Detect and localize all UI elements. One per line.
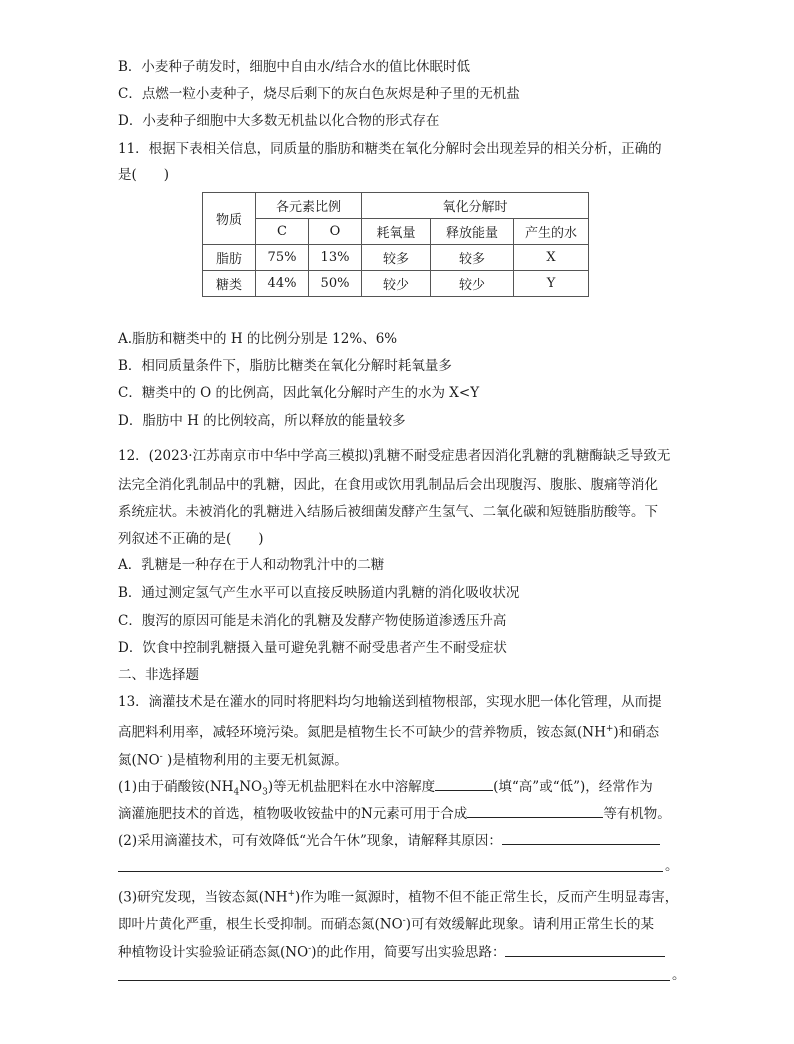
cell-water: X	[514, 245, 589, 271]
th-c: C	[256, 219, 309, 245]
cell-energy: 较少	[431, 271, 514, 297]
section-title: 二、非选择题	[118, 667, 199, 683]
th-substance: 物质	[203, 193, 256, 245]
q13-stem-line1: 13．滴灌技术是在灌水的同时将肥料均匀地输送到植物根部，实现水肥一体化管理，从而提	[118, 694, 662, 710]
q12-stem-line1: 12．(2023·江苏南京市中华中学高三模拟)乳糖不耐受症患者因消化乳糖的乳糖酶缺乏导致无	[118, 448, 671, 464]
q11-option-c: C．糖类中的 O 的比例高，因此氧化分解时产生的水为 X<Y	[118, 385, 480, 401]
q11-option-a: A.脂肪和糖类中的 H 的比例分别是 12%、6%	[118, 331, 398, 347]
cell-name: 脂肪	[203, 245, 256, 271]
th-water: 产生的水	[514, 219, 589, 245]
answer-line[interactable]	[118, 871, 663, 872]
q12-stem-line4: 列叙述不正确的是( )	[118, 531, 264, 547]
table-row	[203, 271, 589, 297]
q13-stem-line2: 高肥料利用率，减轻环境污染。氮肥是植物生长不可缺少的营养物质，铵态氮(NH+)和硝态	[118, 724, 660, 741]
cell-water: Y	[514, 271, 589, 297]
q13-part3-line2: 即叶片黄化严重，根生长受抑制。而硝态氮(NO-)可有效缓解此现象。请利用正常生长的某	[118, 916, 654, 933]
q12-option-a: A．乳糖是一种存在于人和动物乳汁中的二糖	[118, 557, 385, 573]
answer-blank[interactable]	[505, 942, 665, 957]
cell-c: 44%	[256, 271, 309, 297]
cell-o: 50%	[309, 271, 362, 297]
cell-oxygen: 较少	[362, 271, 431, 297]
q11-option-b: B．相同质量条件下，脂肪比糖类在氧化分解时耗氧量多	[118, 358, 452, 374]
table-row	[203, 245, 589, 271]
q10-option-b: B．小麦种子萌发时，细胞中自由水/结合水的值比休眠时低	[118, 59, 470, 75]
q12-option-c: C．腹泻的原因可能是未消化的乳糖及发酵产物使肠道渗透压升高	[118, 613, 507, 629]
cell-o: 13%	[309, 245, 362, 271]
cell-oxygen: 较多	[362, 245, 431, 271]
th-energy: 释放能量	[431, 219, 514, 245]
q13-part3-line3: 种植物设计实验验证硝态氮(NO-)的此作用，简要写出实验思路：	[118, 940, 665, 962]
q13-part2-end: 。	[665, 858, 679, 874]
q13-part2-line1: (2)采用滴灌技术，可有效降低“光合午休”现象，请解释其原因：	[118, 830, 660, 850]
q13-stem-line3: 氮(NO- )是植物利用的主要无机氮源。	[118, 752, 348, 769]
q11-table	[202, 192, 589, 297]
q13-part1-line1: (1)由于硝酸铵$(NH_4NO_3)$等无机盐肥料在水中溶解度 (填“高”或“低”)，经常作为	[118, 776, 653, 802]
q10-option-d: D．小麦种子细胞中大多数无机盐以化合物的形式存在	[118, 113, 440, 129]
q12-stem-line2: 法完全消化乳制品中的乳糖，因此，在食用或饮用乳制品后会出现腹泻、腹胀、腹痛等消化	[118, 477, 658, 493]
q12-option-d: D．饮食中控制乳糖摄入量可避免乳糖不耐受患者产生不耐受症状	[118, 640, 507, 656]
q11-stem-line2: 是( )	[118, 167, 170, 183]
q12-option-b: B．通过测定氢气产生水平可以直接反映肠道内乳糖的消化吸收状况	[118, 585, 520, 601]
answer-line[interactable]	[118, 980, 670, 981]
answer-blank[interactable]	[435, 776, 493, 791]
answer-blank[interactable]	[467, 803, 603, 818]
th-oxygen: 耗氧量	[362, 219, 431, 245]
th-ratio: 各元素比例	[256, 193, 362, 219]
q13-part1-line2: 滴灌施肥技术的首选，植物吸收铵盐中的N元素可用于合成 等有机物。	[118, 803, 671, 823]
cell-energy: 较多	[431, 245, 514, 271]
th-oxidation: 氧化分解时	[362, 193, 589, 219]
q13-part3-line1: (3)研究发现，当铵态氮(NH+)作为唯一氮源时，植物不但不能正常生长，反而产生明显毒害，	[118, 889, 679, 906]
cell-name: 糖类	[203, 271, 256, 297]
cell-c: 75%	[256, 245, 309, 271]
th-o: O	[309, 219, 362, 245]
q10-option-c: C．点燃一粒小麦种子，烧尽后剩下的灰白色灰烬是种子里的无机盐	[118, 86, 520, 102]
answer-blank[interactable]	[502, 830, 660, 845]
q11-stem-line1: 11．根据下表相关信息，同质量的脂肪和糖类在氧化分解时会出现差异的相关分析，正确的	[118, 141, 662, 157]
q13-part3-end: 。	[672, 967, 686, 983]
q11-option-d: D．脂肪中 H 的比例较高，所以释放的能量较多	[118, 413, 406, 429]
q12-stem-line3: 系统症状。未被消化的乳糖进入结肠后被细菌发酵产生氢气、二氧化碳和短链脂肪酸等。下	[118, 504, 658, 520]
